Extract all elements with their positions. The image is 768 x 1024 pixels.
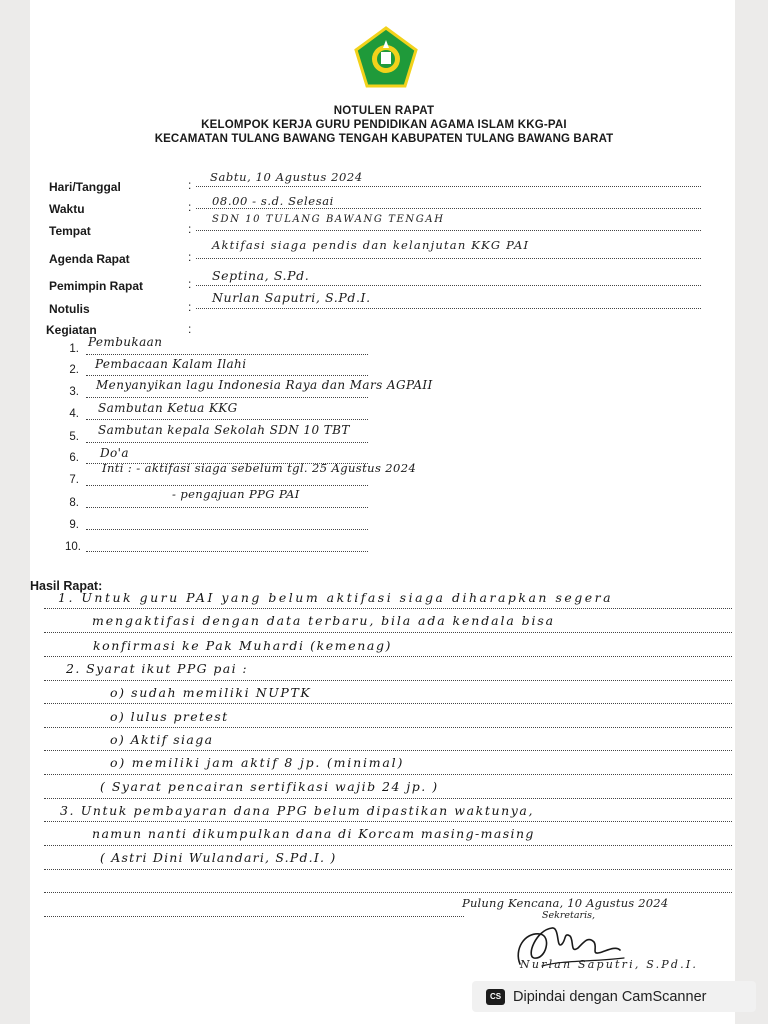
meta-label-place: Tempat [49,224,91,238]
meta-colon: : [188,200,192,214]
document-page [30,0,735,1024]
meta-label-time: Waktu [49,202,85,216]
hasil-line: namun nanti dikumpulkan dana di Korcam masing-masing [92,826,535,841]
dotted-line [44,703,732,704]
hasil-line: konfirmasi ke Pak Muhardi (kemenag) [93,638,393,653]
meta-value-agenda: Aktifasi siaga pendis dan kelanjutan KKG PAI [212,238,530,252]
kegiatan-item: Do'a [100,446,129,460]
meta-value-place: SDN 10 TULANG BAWANG TENGAH [212,214,445,225]
dotted-line [44,750,732,751]
hasil-line: o) memiliki jam aktif 8 jp. (minimal) [110,755,405,770]
signatory-name: Nurlan Saputri, S.Pd.I. [520,958,699,971]
kegiatan-item: - pengajuan PPG PAI [172,487,300,501]
dotted-line [44,656,732,657]
kegiatan-number: 3. [69,386,79,398]
meta-label-date: Hari/Tanggal [49,180,121,194]
kegiatan-number: 1. [69,343,79,355]
dotted-line [44,632,732,633]
dotted-line [44,774,732,775]
dotted-line [44,680,732,681]
dotted-line [196,186,701,187]
meta-value-time: 08.00 - s.d. Selesai [212,194,334,208]
doc-subtitle-region: KECAMATAN TULANG BAWANG TENGAH KABUPATEN TULANG BAWANG BARAT [154,133,614,145]
hasil-line: ( Astri Dini Wulandari, S.Pd.I. ) [100,850,337,865]
dotted-line [44,916,464,917]
dotted-line [44,869,732,870]
kegiatan-number: 8. [69,497,79,509]
dotted-line [86,375,368,376]
hasil-line: 3. Untuk pembayaran dana PPG belum dipastikan waktunya, [60,803,535,818]
meta-colon: : [188,222,192,236]
meta-colon: : [188,300,192,314]
dotted-line [196,230,701,231]
meta-colon: : [188,322,192,336]
closing-place-date: Pulung Kencana, 10 Agustus 2024 [462,896,669,910]
dotted-line [196,285,701,286]
kegiatan-number: 9. [69,519,79,531]
kegiatan-number: 2. [69,364,79,376]
dotted-line [86,397,368,398]
dotted-line [86,419,368,420]
kegiatan-item: Pembacaan Kalam Ilahi [95,357,247,371]
dotted-line [44,821,732,822]
camscanner-text: Dipindai dengan CamScanner [513,988,707,1005]
meta-label-agenda: Agenda Rapat [49,252,130,266]
dotted-line [86,485,368,486]
dotted-line [44,727,732,728]
kegiatan-item: Inti : - aktifasi siaga sebelum tgl. 25 Agustus 2024 [102,461,417,475]
meta-colon: : [188,277,192,291]
meta-value-date: Sabtu, 10 Agustus 2024 [210,170,363,184]
kegiatan-item: Menyanyikan lagu Indonesia Raya dan Mars AGPAII [96,378,433,392]
dotted-line [86,507,368,508]
hasil-line: 1. Untuk guru PAI yang belum aktifasi siaga diharapkan segera [58,590,614,605]
meta-colon: : [188,250,192,264]
meta-value-chair: Septina, S.Pd. [212,268,310,283]
kegiatan-number: 7. [69,474,79,486]
kegiatan-number: 6. [69,452,79,464]
kegiatan-label: Kegiatan [46,323,97,337]
hasil-line: o) lulus pretest [110,709,229,724]
dotted-line [44,798,732,799]
hasil-line: o) sudah memiliki NUPTK [110,685,312,700]
dotted-line [44,892,732,893]
dotted-line [44,608,732,609]
kemenag-logo [353,26,419,88]
dotted-line [196,258,701,259]
dotted-line [86,529,368,530]
hasil-line: ( Syarat pencairan sertifikasi wajib 24 jp. ) [100,779,439,794]
dotted-line [86,551,368,552]
camscanner-logo-icon: CS [486,989,505,1005]
hasil-line: o) Aktif siaga [110,732,214,747]
kegiatan-item: Sambutan Ketua KKG [98,401,238,415]
meta-label-notulis: Notulis [49,302,90,316]
hasil-rapat-label: Hasil Rapat: [30,579,103,593]
camscanner-watermark [472,981,756,1012]
closing-role: Sekretaris, [542,910,596,921]
doc-title: NOTULEN RAPAT [333,105,435,117]
kegiatan-number: 5. [69,431,79,443]
dotted-line [86,442,368,443]
dotted-line [86,354,368,355]
hasil-line: mengaktifasi dengan data terbaru, bila ada kendala bisa [92,613,556,628]
meta-value-notulis: Nurlan Saputri, S.Pd.I. [212,290,371,305]
dotted-line [196,208,701,209]
doc-subtitle-organization: KELOMPOK KERJA GURU PENDIDIKAN AGAMA ISLAM KKG-PAI [201,119,567,131]
meta-colon: : [188,178,192,192]
dotted-line [196,308,701,309]
kegiatan-number: 10. [65,541,81,553]
kegiatan-item: Pembukaan [88,335,163,349]
dotted-line [44,845,732,846]
kegiatan-item: Sambutan kepala Sekolah SDN 10 TBT [98,423,350,437]
kegiatan-number: 4. [69,408,79,420]
meta-label-chair: Pemimpin Rapat [49,279,144,293]
hasil-line: 2. Syarat ikut PPG pai : [66,661,249,676]
